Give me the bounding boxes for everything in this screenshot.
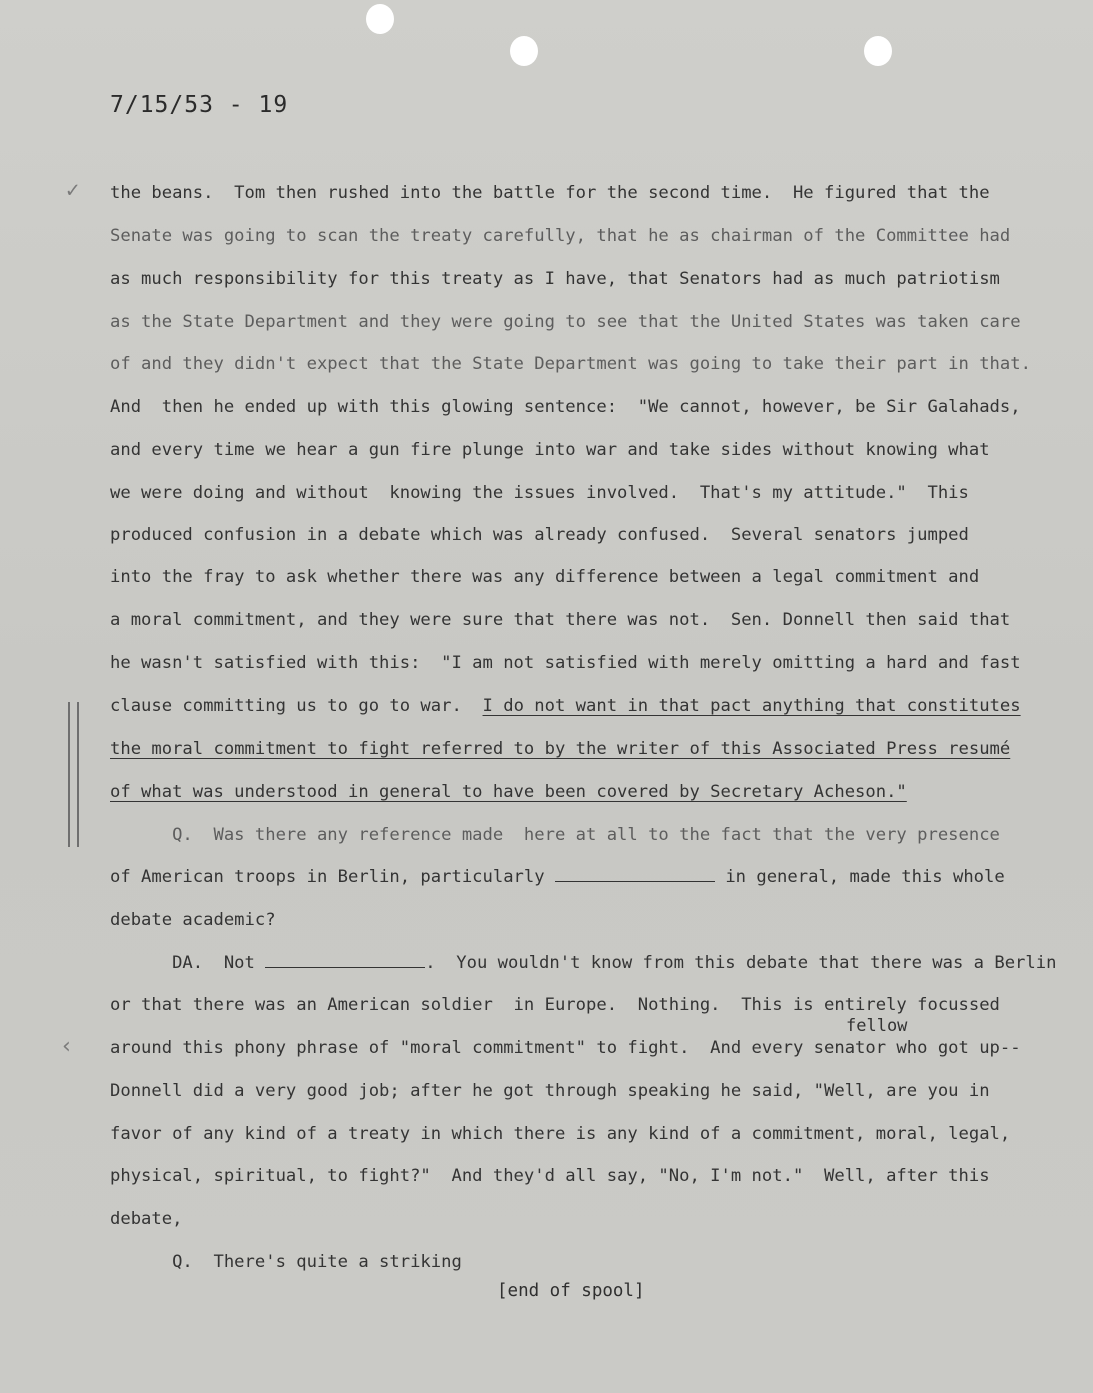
inaudible-blank bbox=[265, 953, 425, 968]
quote-text: clause committing us to go to war. bbox=[110, 696, 483, 716]
answer-line: around this phony phrase of "moral commitment" to fight. And every senator who got up-- bbox=[110, 1038, 1021, 1058]
quote-line bbox=[110, 696, 1021, 717]
margin-bracket-line bbox=[68, 702, 70, 847]
body-line: he wasn't satisfied with this: "I am not satisfied with merely omitting a hard and fast bbox=[110, 653, 1021, 673]
body-line: of and they didn't expect that the State Department was going to take their part in that. bbox=[110, 354, 1031, 374]
body-line: produced confusion in a debate which was already confused. Several senators jumped bbox=[110, 525, 969, 545]
margin-check-mark: ‹ bbox=[60, 1034, 74, 1059]
punch-hole-center bbox=[510, 36, 538, 66]
body-line: Senate was going to scan the treaty carefully, that he as chairman of the Committee had bbox=[110, 226, 1011, 246]
body-line: we were doing and without knowing the issues involved. That's my attitude." This bbox=[110, 483, 969, 503]
punch-hole-left bbox=[366, 4, 394, 34]
question-line: debate academic? bbox=[110, 910, 276, 930]
body-line: as the State Department and they were going to see that the United States was taken care bbox=[110, 312, 1021, 332]
page-number: 7/15/53 - 19 bbox=[110, 92, 289, 118]
body-line: as much responsibility for this treaty as I have, that Senators had as much patriotism bbox=[110, 269, 1000, 289]
margin-bracket-line bbox=[77, 702, 79, 847]
margin-check-mark: ✓ bbox=[66, 178, 80, 203]
body-line: the beans. Tom then rushed into the battle for the second time. He figured that the bbox=[110, 183, 990, 203]
handwritten-insert: fellow bbox=[846, 1016, 908, 1036]
question-line: Q. Was there any reference made here at all to the fact that the very presence bbox=[110, 825, 1000, 845]
underlined-quote-line: of what was understood in general to have been covered by Secretary Acheson." bbox=[110, 782, 907, 802]
answer-line: physical, spiritual, to fight?" And they'd all say, "No, I'm not." Well, after this bbox=[110, 1166, 990, 1186]
question-line bbox=[110, 867, 1005, 888]
question-text: of American troops in Berlin, particularly bbox=[110, 867, 555, 887]
question-line: Q. There's quite a striking bbox=[110, 1252, 462, 1272]
answer-line: debate, bbox=[110, 1209, 183, 1229]
body-line: And then he ended up with this glowing sentence: "We cannot, however, be Sir Galahads, bbox=[110, 397, 1021, 417]
body-line: and every time we hear a gun fire plunge into war and take sides without knowing what bbox=[110, 440, 990, 460]
answer-text: . You wouldn't know from this debate that there was a Berlin bbox=[425, 953, 1057, 973]
body-line: a moral commitment, and they were sure that there was not. Sen. Donnell then said that bbox=[110, 610, 1011, 630]
end-of-spool-note: [end of spool] bbox=[497, 1281, 645, 1301]
question-text: in general, made this whole bbox=[714, 867, 1005, 887]
underlined-quote-line: the moral commitment to fight referred to by the writer of this Associated Press resumé bbox=[110, 739, 1011, 759]
underlined-quote-text: I do not want in that pact anything that constitutes bbox=[482, 696, 1021, 716]
inaudible-blank bbox=[555, 867, 715, 882]
answer-line: Donnell did a very good job; after he got through speaking he said, "Well, are you in bbox=[110, 1081, 990, 1101]
answer-text: DA. Not bbox=[110, 953, 266, 973]
body-line: into the fray to ask whether there was any difference between a legal commitment and bbox=[110, 567, 980, 587]
answer-line: favor of any kind of a treaty in which there is any kind of a commitment, moral, legal, bbox=[110, 1124, 1011, 1144]
answer-line: or that there was an American soldier in Europe. Nothing. This is entirely focussed bbox=[110, 995, 1000, 1015]
punch-hole-right bbox=[864, 36, 892, 66]
answer-line bbox=[110, 953, 1056, 974]
